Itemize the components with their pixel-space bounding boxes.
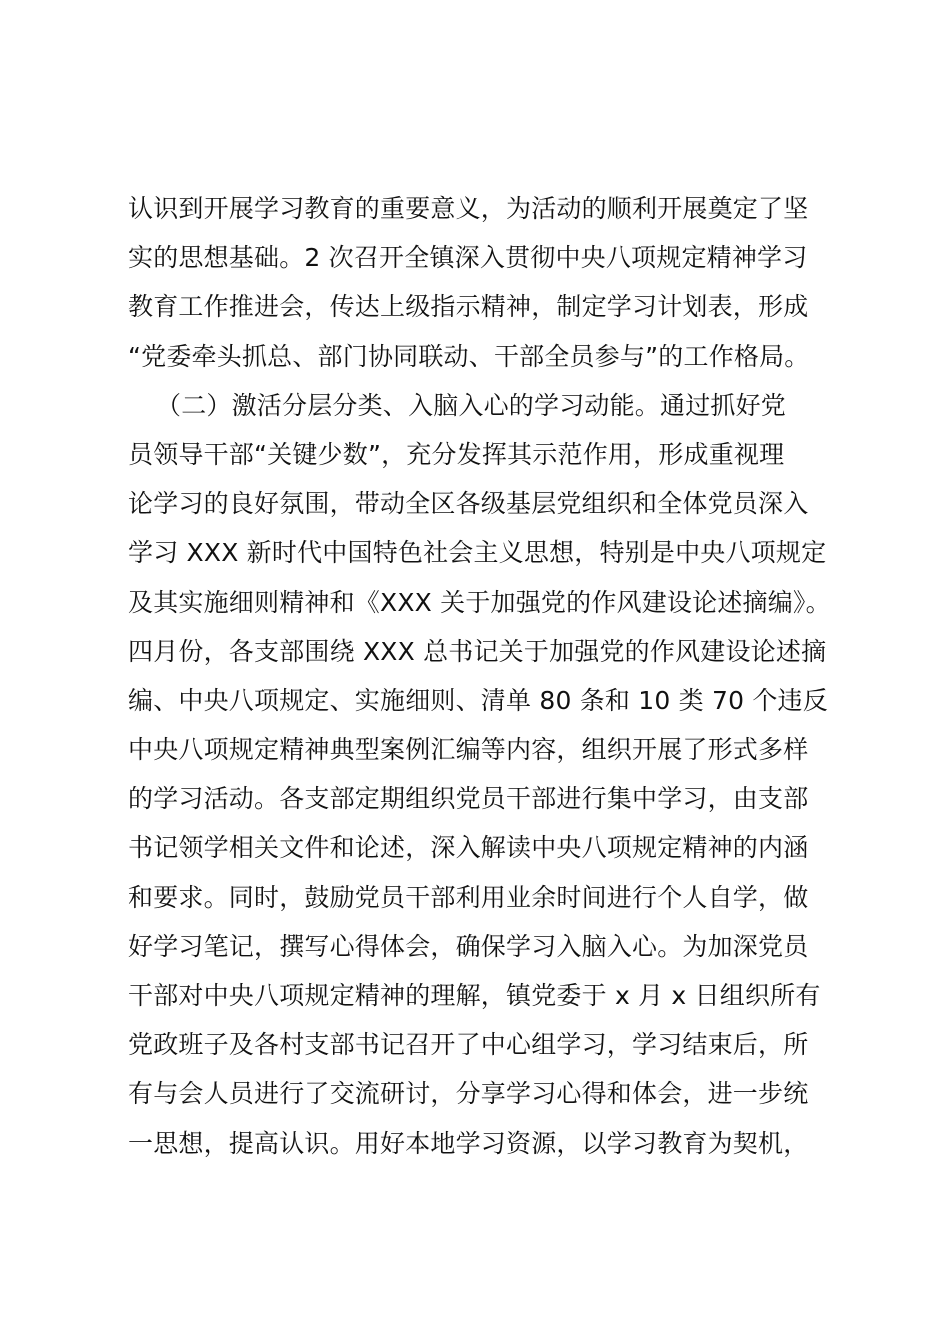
text-line: 编、中央八项规定、实施细则、清单 80 条和 10 类 70 个违反 (128, 685, 828, 715)
section-heading-line: （二）激活分层分类、入脑入心的学习动能。通过抓好党 (156, 390, 787, 420)
body-text (128, 184, 838, 1168)
text-line: 论学习的良好氛围，带动全区各级基层党组织和全体党员深入 (128, 489, 809, 519)
text-line: 中央八项规定精神典型案例汇编等内容，组织开展了形式多样 (128, 735, 809, 765)
text-line: 的学习活动。各支部定期组织党员干部进行集中学习，由支部 (128, 784, 809, 814)
text-line: 党政班子及各村支部书记召开了中心组学习，学习结束后，所 (128, 1030, 809, 1060)
text-line: 四月份，各支部围绕 XXX 总书记关于加强党的作风建设论述摘 (128, 636, 827, 666)
text-line: 书记领学相关文件和论述，深入解读中央八项规定精神的内涵 (128, 833, 809, 863)
text-line: 一思想，提高认识。用好本地学习资源，以学习教育为契机， (128, 1128, 809, 1158)
text-line: 实的思想基础。2 次召开全镇深入贯彻中央八项规定精神学习 (128, 243, 808, 273)
text-line: 有与会人员进行了交流研讨，分享学习心得和体会，进一步统 (128, 1079, 809, 1109)
text-line: 教育工作推进会，传达上级指示精神，制定学习计划表，形成 (128, 292, 809, 322)
text-line: 和要求。同时，鼓励党员干部利用业余时间进行个人自学，做 (128, 882, 809, 912)
text-line: 学习 XXX 新时代中国特色社会主义思想，特别是中央八项规定 (128, 538, 827, 568)
text-line: 员领导干部“关键少数”，充分发挥其示范作用，形成重视理 (128, 439, 785, 469)
text-line: 好学习笔记，撰写心得体会，确保学习入脑入心。为加深党员 (128, 931, 809, 961)
text-line: “党委牵头抓总、部门协同联动、干部全员参与”的工作格局。 (128, 341, 810, 371)
text-line: 认识到开展学习教育的重要意义，为活动的顺利开展奠定了坚 (128, 194, 809, 223)
text-line: 及其实施细则精神和《XXX 关于加强党的作风建设论述摘编》。 (128, 587, 831, 617)
text-line: 干部对中央八项规定精神的理解，镇党委于 x 月 x 日组织所有 (128, 981, 821, 1010)
